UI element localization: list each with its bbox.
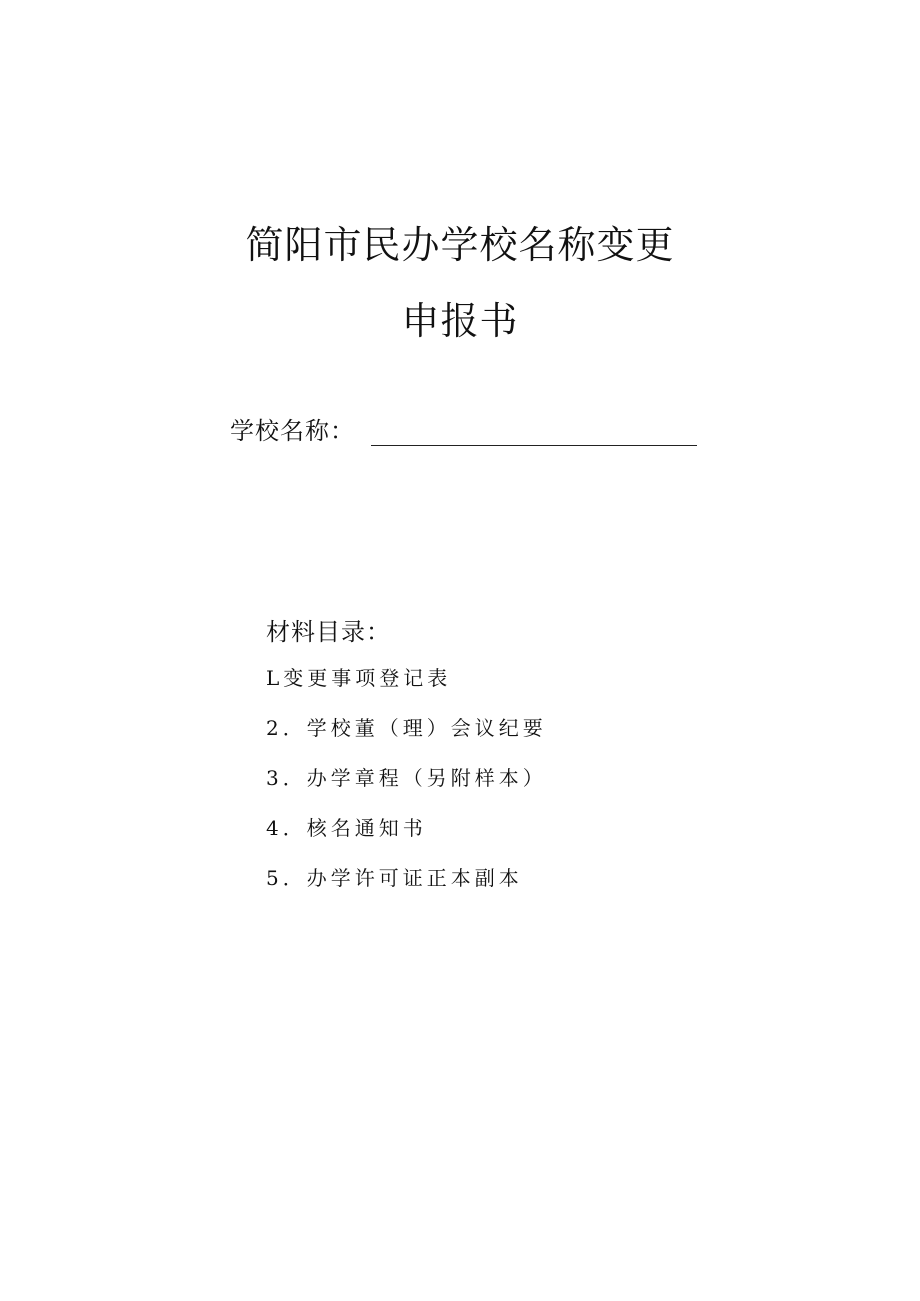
document-subtitle: 申报书 (401, 299, 519, 343)
materials-item: 4．核名通知书 (266, 816, 427, 840)
materials-item: 2．学校董（理）会议纪要 (266, 716, 547, 740)
materials-item: L变更事项登记表 (266, 666, 452, 690)
materials-heading: 材料目录： (266, 618, 391, 646)
materials-section (266, 612, 547, 915)
materials-item: 5．办学许可证正本副本 (266, 866, 523, 890)
school-name-label: 学校名称： (230, 417, 355, 445)
materials-item: 3．办学章程（另附样本） (266, 766, 547, 790)
document-title: 简阳市民办学校名称变更 (245, 223, 675, 267)
school-name-blank-line (371, 417, 697, 446)
materials-list (266, 665, 547, 915)
school-name-row (230, 410, 697, 446)
